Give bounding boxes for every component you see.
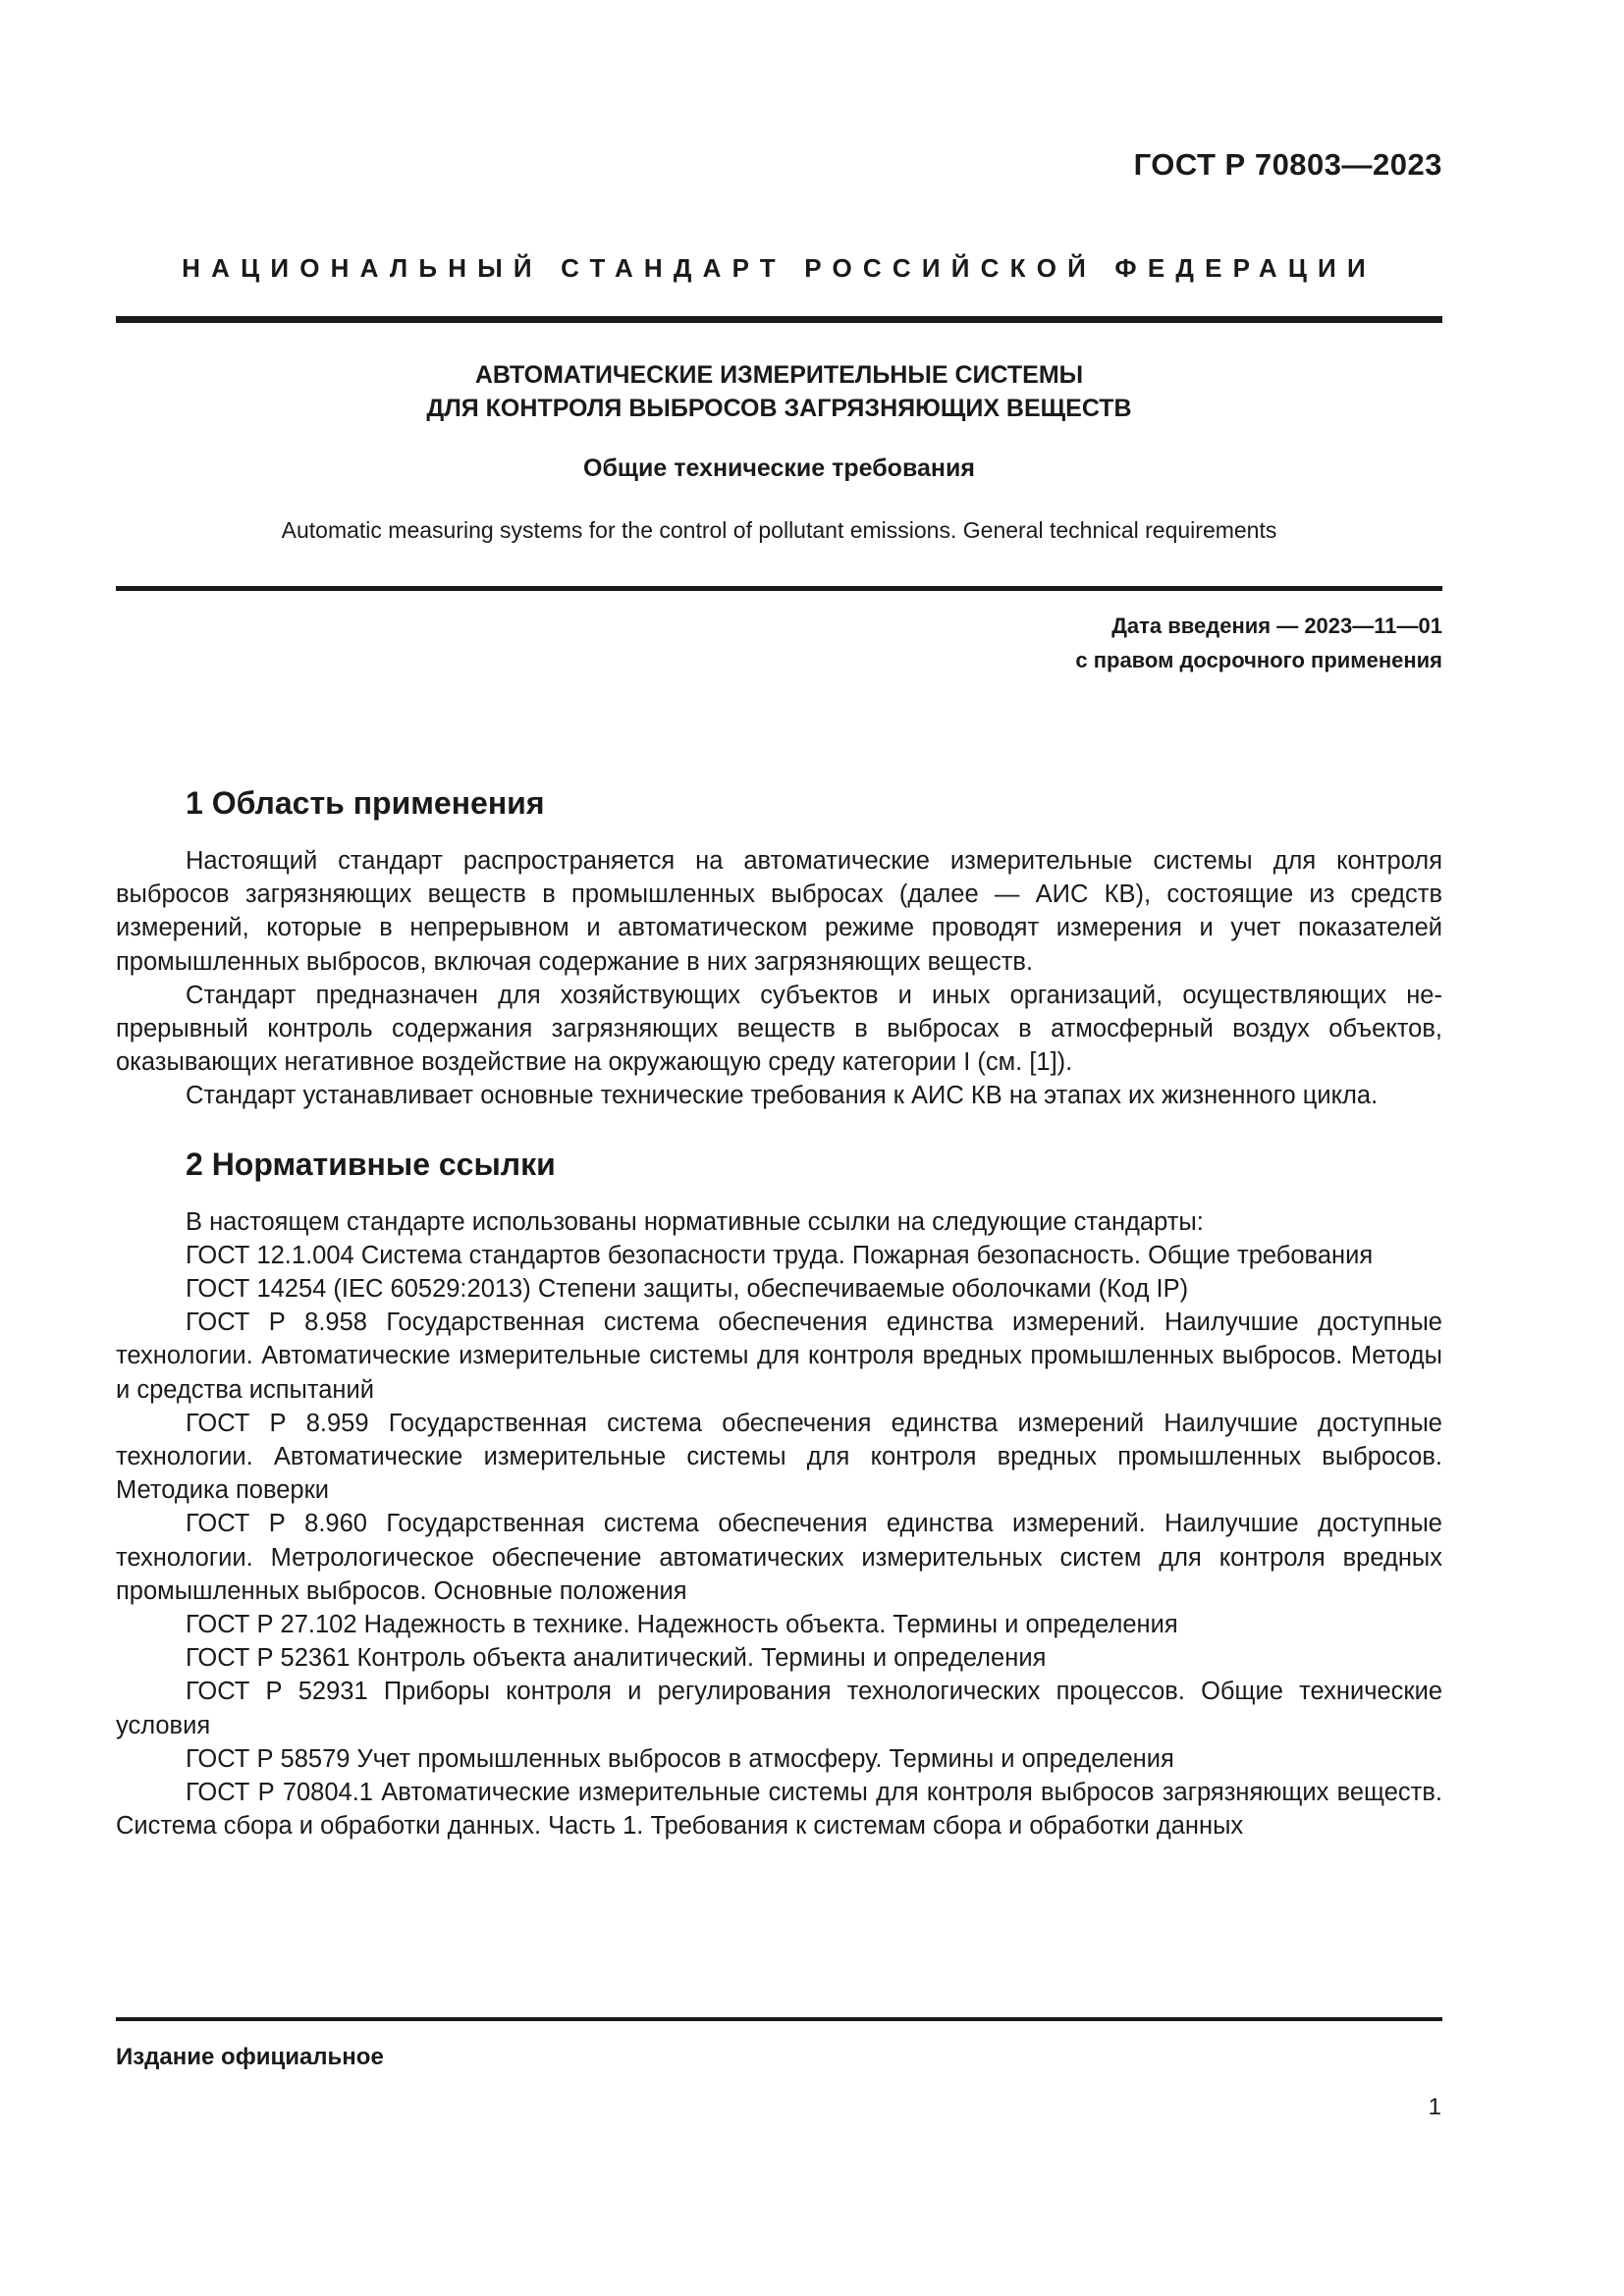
gost-number: ГОСТ Р 70803—2023 (1133, 147, 1442, 182)
normative-reference: ГОСТ Р 70804.1 Автоматические измерительные системы для контроля выбросов загрязняющих веществ. Система сбора и обработки данных. Часть 1. Требования к системам сбора и обработки данных (116, 1779, 1442, 1841)
section-1-heading: 1 Область применения (186, 785, 545, 821)
normative-reference: ГОСТ Р 52361 Контроль объекта аналитический. Термины и определения (186, 1644, 1047, 1673)
normative-reference: ГОСТ Р 8.958 Государственная система обеспечения единства измерений. Наилучшие доступные технологии. Автоматические измерительные системы для контроля вредных промышленных выбросов. Методы и средства испытаний (116, 1308, 1442, 1404)
introduction-date: Дата введения — 2023—11—01 (1111, 614, 1442, 638)
normative-reference: ГОСТ Р 8.959 Государственная система обеспечения единства измерений Наилучшие доступные технологии. Автоматические измерительные системы для контроля вредных промышленных выбросов. Методика поверки (116, 1409, 1442, 1505)
section-1-paragraph: Стандарт предназначен для хозяйствующих субъектов и иных организаций, осуществляющих непрерывный контроль содержания загрязняющих веществ в выбросах в атмосферный воздух объектов, оказывающих негативное воздействие на окружающую среду категории I (см. [1]). (116, 981, 1442, 1077)
top-divider (116, 316, 1442, 323)
early-application-note: с правом досрочного применения (1075, 648, 1442, 672)
national-standard-banner: НАЦИОНАЛЬНЫЙ СТАНДАРТ РОССИЙСКОЙ ФЕДЕРАЦИИ (182, 253, 1377, 283)
normative-reference: ГОСТ 14254 (IEC 60529:2013) Степени защиты, обеспечиваемые оболочками (Код IP) (186, 1275, 1189, 1304)
title-line-1: АВТОМАТИЧЕСКИЕ ИЗМЕРИТЕЛЬНЫЕ СИСТЕМЫ (474, 361, 1084, 389)
title-divider (116, 586, 1442, 591)
section-1-paragraph: Настоящий стандарт распространяется на автоматические измерительные системы для контроля выбросов загрязняющих веществ в промышленных выбросах (далее — АИС КВ), состоящие из средств измерений, которые в непрерывном и автоматическом режиме проводят измерения и учет показателей промышленных выбросов, включая содержание в них загрязняющих веществ. (116, 847, 1442, 976)
normative-reference: ГОСТ Р 8.960 Государственная система обеспечения единства измерений. Наилучшие доступные технологии. Метрологическое обеспечение автоматических измерительных систем для контроля вредных промышленных выбросов. Основные положения (116, 1510, 1442, 1605)
page-number: 1 (1428, 2094, 1441, 2120)
document-title (116, 358, 1442, 425)
title-line-2: ДЛЯ КОНТРОЛЯ ВЫБРОСОВ ЗАГРЯЗНЯЮЩИХ ВЕЩЕСТВ (426, 395, 1132, 422)
footer-divider (116, 2017, 1442, 2021)
normative-reference: ГОСТ Р 58579 Учет промышленных выбросов в атмосферу. Термины и определения (186, 1744, 1174, 1773)
normative-reference: В настоящем стандарте использованы нормативные ссылки на следующие стандарты: (186, 1207, 1204, 1236)
normative-reference: ГОСТ 12.1.004 Система стандартов безопасности труда. Пожарная безопасность. Общие требования (186, 1241, 1374, 1269)
english-title: Automatic measuring systems for the control of pollutant emissions. General technical requirements (281, 517, 1277, 543)
official-edition-label: Издание официальное (116, 2044, 384, 2070)
section-1-paragraph: Стандарт устанавливает основные технические требования к АИС КВ на этапах их жизненного цикла. (186, 1082, 1379, 1110)
section-spacer (116, 1113, 1442, 1145)
document-subtitle: Общие технические требования (583, 454, 975, 482)
introduction-date-block (1075, 609, 1442, 677)
normative-reference: ГОСТ Р 52931 Приборы контроля и регулирования технологических процессов. Общие технические условия (116, 1678, 1442, 1739)
document-body (116, 783, 1442, 1842)
normative-reference: ГОСТ Р 27.102 Надежность в технике. Надежность объекта. Термины и определения (186, 1611, 1178, 1639)
section-2-heading: 2 Нормативные ссылки (186, 1146, 556, 1182)
